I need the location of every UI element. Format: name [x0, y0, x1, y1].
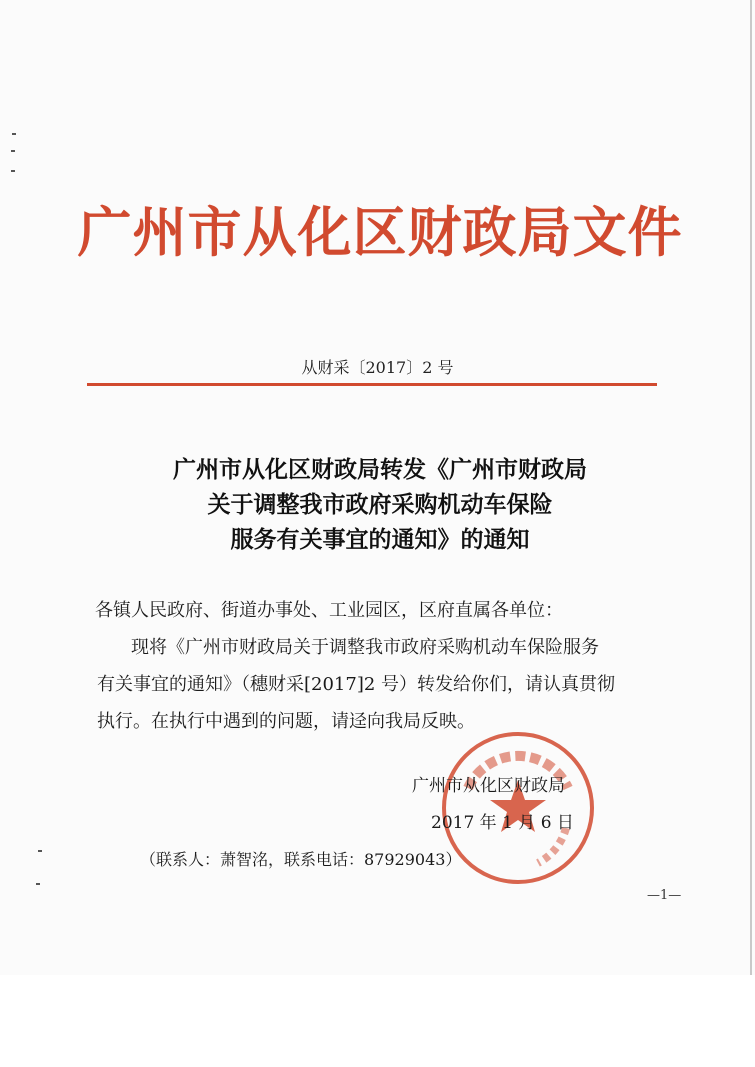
scan-speck: [36, 883, 40, 885]
title-line-2: 关于调整我市政府采购机动车保险: [207, 491, 553, 518]
document-number: 从财采〔2017〕2 号: [301, 358, 454, 377]
title-line-3: 服务有关事宜的通知》的通知: [230, 526, 530, 553]
issuer-name: 广州市从化区财政局: [412, 776, 565, 796]
body-paragraph-line-3: 执行。在执行中遇到的问题，请迳向我局反映。: [97, 711, 475, 732]
contact-info: （联系人：萧智洺，联系电话：87929043）: [140, 850, 462, 869]
title-line-1: 广州市从化区财政局转发《广州市财政局: [173, 456, 587, 483]
document-title: [60, 452, 700, 557]
scan-speck: [11, 170, 15, 172]
organization-title: 广州市从化区财政局文件: [77, 201, 683, 264]
page-number: —1—: [647, 888, 682, 903]
body-paragraph-line-1: 现将《广州市财政局关于调整我市政府采购机动车保险服务: [131, 637, 599, 658]
salutation: 各镇人民政府、街道办事处、工业园区，区府直属各单位：: [95, 600, 563, 621]
scan-margin: [0, 975, 755, 1067]
scan-edge: [750, 0, 752, 980]
scan-speck: [11, 150, 15, 152]
issue-date: 2017 年 1 月 6 日: [431, 813, 574, 833]
red-divider-line: [87, 383, 657, 386]
body-paragraph-line-2: 有关事宜的通知》（穗财采[2017]2 号）转发给你们，请认真贯彻: [97, 674, 616, 695]
scan-speck: [38, 850, 42, 852]
scan-speck: [12, 133, 16, 135]
